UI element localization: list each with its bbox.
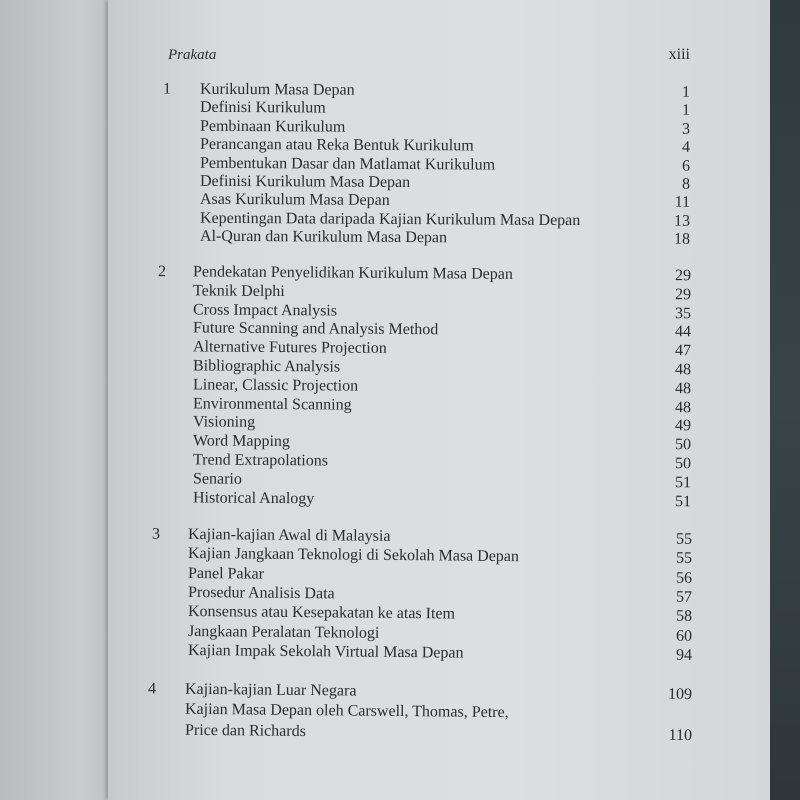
- toc-entry-title: Kurikulum Masa Depan: [199, 80, 355, 99]
- toc-entry-page: 18: [673, 230, 691, 248]
- toc-entry-title: Kajian-kajian Luar Negara: [184, 680, 357, 700]
- toc-entry-page: 29: [674, 267, 692, 285]
- toc-entry-title: Teknik Delphi: [192, 282, 285, 300]
- toc-entry-page: 50: [674, 436, 692, 454]
- toc-entry-page: 1: [681, 83, 691, 101]
- toc-entry-page: 56: [675, 569, 693, 587]
- toc-entry-page: 6: [681, 157, 691, 175]
- toc-entry-title: Al-Quran dan Kurikulum Masa Depan: [199, 227, 448, 247]
- toc-entry-title: Word Mapping: [192, 432, 290, 451]
- chapter-number: 1: [162, 80, 172, 98]
- toc-entry-title: Price dan Richards: [184, 721, 306, 741]
- toc-entry-page: 8: [681, 175, 691, 193]
- chapter-number: 3: [151, 525, 161, 543]
- toc-entry-title: Kajian-kajian Awal di Malaysia: [187, 525, 391, 545]
- toc-entry-title: Kajian Jangkaan Teknologi di Sekolah Masa Depan: [187, 545, 520, 566]
- toc-entry-page: 110: [668, 726, 693, 745]
- toc-entry-title: Future Scanning and Analysis Method: [192, 319, 439, 339]
- toc-entry-title: Kajian Masa Depan oleh Carswell, Thomas, Petre,: [184, 700, 509, 721]
- toc-entry-title: Alternative Futures Projection: [192, 338, 387, 358]
- toc-entry-title: Visioning: [192, 413, 256, 432]
- toc-entry-page: 49: [674, 417, 692, 435]
- toc-entry-title: Pembinaan Kurikulum: [199, 117, 346, 136]
- toc-entry-page: 109: [667, 685, 693, 704]
- toc-entry-title: Environmental Scanning: [192, 394, 352, 414]
- toc-entry-page: 13: [673, 212, 691, 230]
- toc-entry-page: 1: [681, 102, 691, 120]
- toc-entry-page: 55: [675, 549, 693, 568]
- toc-entry-page: 60: [675, 627, 693, 645]
- toc-entry-page: 48: [674, 361, 692, 379]
- toc-entry-page: 51: [674, 473, 692, 492]
- toc-entry-title: Trend Extrapolations: [192, 451, 329, 470]
- toc-entry-title: Pembentukan Dasar dan Matlamat Kurikulum: [199, 154, 496, 174]
- toc-entry-title: Jangkaan Peralatan Teknologi: [187, 622, 380, 642]
- toc-entry-page: 94: [675, 646, 693, 664]
- toc-entry-page: 48: [674, 398, 692, 416]
- toc-entry-title: Perancangan atau Reka Bentuk Kurikulum: [199, 135, 474, 155]
- toc-entry-page: 35: [674, 304, 692, 322]
- toc-entry-title: Asas Kurikulum Masa Depan: [199, 191, 390, 210]
- toc-entry-page: 55: [675, 530, 693, 548]
- toc-entry-title: Linear, Classic Projection: [192, 376, 359, 395]
- toc-entry-title: Definisi Kurikulum Masa Depan: [199, 172, 411, 192]
- toc-entry-title: Kepentingan Data daripada Kajian Kurikulum Masa Depan: [199, 209, 581, 229]
- toc-entry-page: 57: [675, 588, 693, 606]
- toc-preface-row: [0, 45, 800, 65]
- toc-entry-title: Bibliographic Analysis: [192, 357, 341, 376]
- toc-entry-title: Definisi Kurikulum: [199, 99, 326, 117]
- toc-entry-page: 11: [674, 194, 691, 212]
- toc-entry-page: 47: [674, 342, 692, 360]
- chapter-number: 2: [157, 263, 167, 281]
- toc-entry-title: Pendekatan Penyelidikan Kurikulum Masa Depan: [192, 263, 513, 283]
- toc-entry-page: 58: [675, 607, 693, 625]
- toc-entry-title: Cross Impact Analysis: [192, 300, 338, 320]
- toc-entry-title: Kajian Impak Sekolah Virtual Masa Depan: [187, 641, 464, 662]
- toc-entry-page: 29: [674, 285, 692, 304]
- toc-entry-title: Prosedur Analisis Data: [187, 583, 335, 603]
- toc-preface-title: Prakata: [168, 47, 217, 63]
- toc-entry-page: 48: [674, 379, 692, 398]
- toc-entry-title: Panel Pakar: [187, 564, 265, 583]
- toc-entry-page: 51: [674, 492, 692, 510]
- toc-entry-title: Konsensus atau Kesepakatan ke atas Item: [187, 603, 456, 623]
- toc-entry-title: Senario: [192, 470, 242, 488]
- toc-entry-page: 4: [681, 138, 691, 156]
- toc-preface-page: xiii: [668, 46, 690, 63]
- toc-entry-page: 50: [674, 455, 692, 473]
- toc-entry-title: Historical Analogy: [192, 488, 315, 507]
- chapter-number: 4: [147, 680, 157, 698]
- toc-entry-page: 44: [674, 323, 692, 341]
- toc-entry-page: 3: [681, 120, 691, 138]
